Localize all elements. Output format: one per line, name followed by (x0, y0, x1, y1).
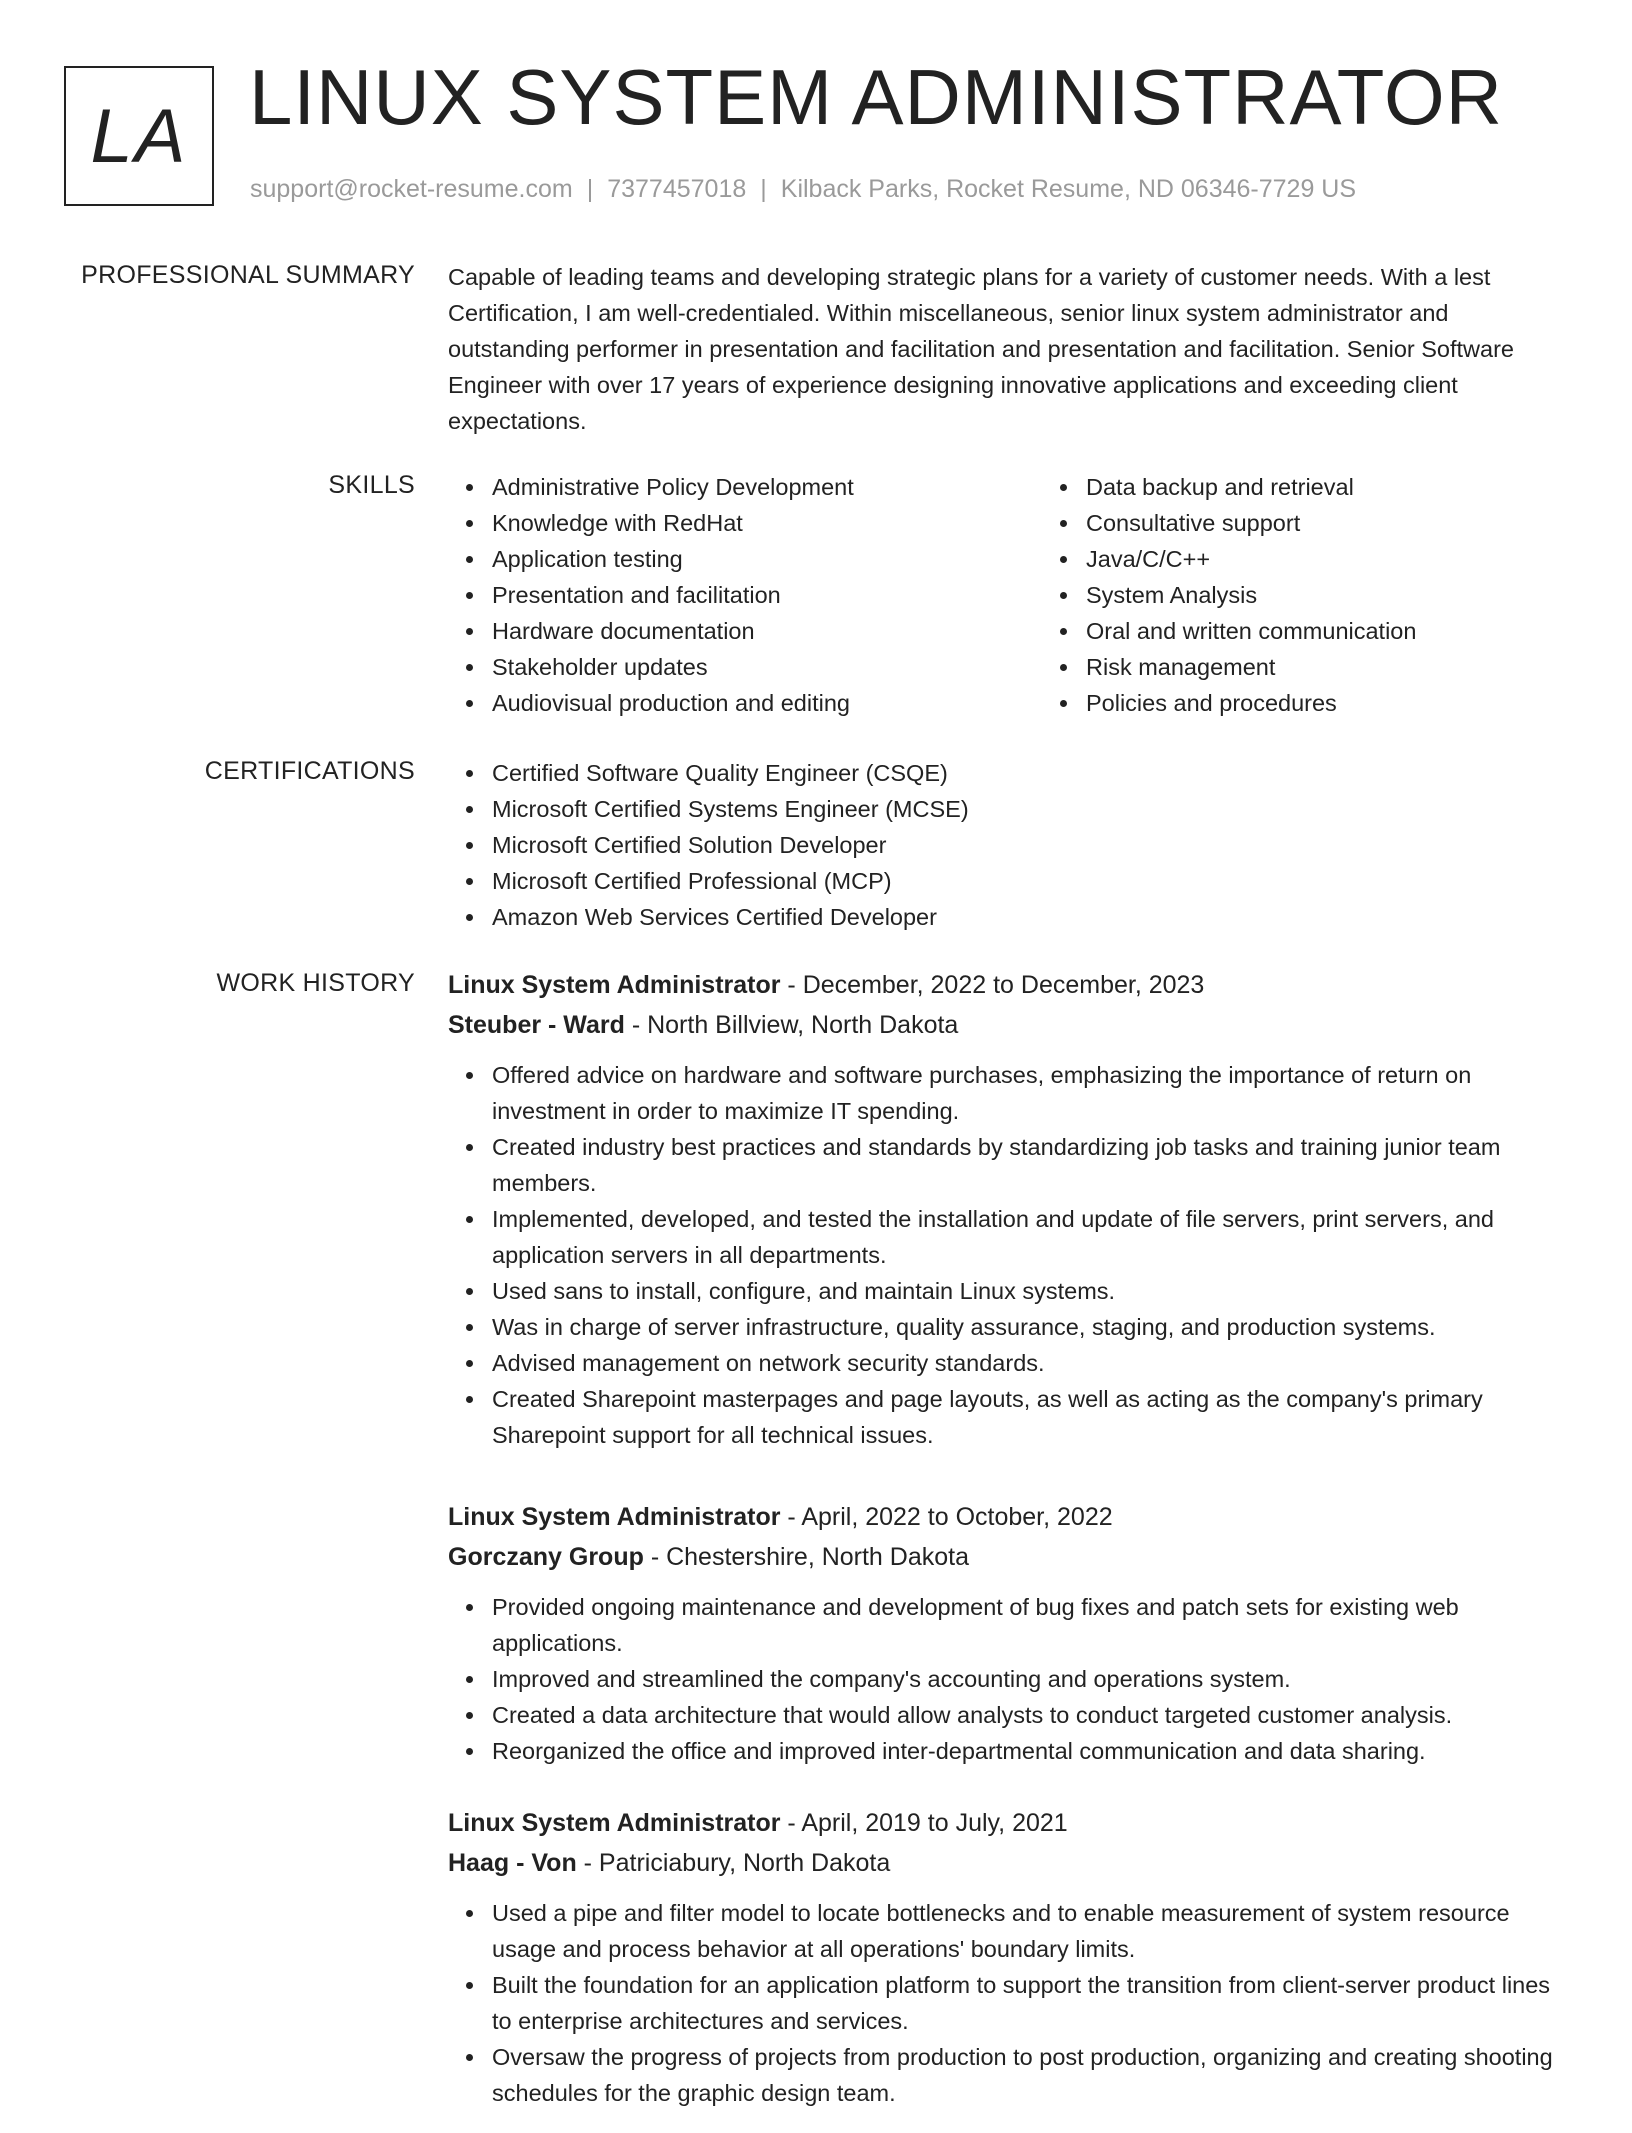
job-bullet: Built the foundation for an application platform to support the transition from client-server product lines to enterprise architectures and services. (492, 1967, 1568, 2039)
job-bullet: Implemented, developed, and tested the installation and update of file servers, print servers, and application servers in all departments. (492, 1201, 1568, 1273)
section-label-certifications: CERTIFICATIONS (204, 757, 415, 785)
monogram-initials: LA (90, 93, 188, 179)
job-entry (448, 965, 1568, 1453)
contact-separator: | (586, 175, 594, 203)
job-bullet: Used sans to install, configure, and maintain Linux systems. (492, 1273, 1568, 1309)
contact-separator: | (760, 175, 767, 203)
skill-item: Presentation and facilitation (492, 577, 1042, 613)
certification-item: Microsoft Certified Professional (MCP) (492, 863, 1568, 899)
job-company-line (448, 1005, 1568, 1045)
skill-item: Consultative support (1086, 505, 1416, 541)
certification-item: Microsoft Certified Systems Engineer (MCSE) (492, 791, 1568, 827)
contact-phone[interactable]: 7377457018 (607, 175, 747, 203)
contact-address: Kilback Parks, Rocket Resume, ND 06346-7729 US (780, 175, 1357, 203)
job-bullet: Used a pipe and filter model to locate bottlenecks and to enable measurement of system resource usage and process behavior at all operations' boundary limits. (492, 1895, 1568, 1967)
job-location: - North Billview, North Dakota (624, 1011, 959, 1039)
job-title: Linux System Administrator (448, 1503, 781, 1531)
job-bullet: Oversaw the progress of projects from production to post production, organizing and creating shooting schedules for the graphic design team. (492, 2039, 1568, 2111)
job-bullet: Improved and streamlined the company's accounting and operations system. (492, 1661, 1568, 1697)
job-dates: - April, 2019 to July, 2021 (780, 1809, 1068, 1837)
job-bullet: Reorganized the office and improved inter-departmental communication and data sharing. (492, 1733, 1568, 1769)
certification-item: Amazon Web Services Certified Developer (492, 899, 1568, 935)
job-bullet: Provided ongoing maintenance and development of bug fixes and patch sets for existing web applications. (492, 1589, 1568, 1661)
job-title: Linux System Administrator (448, 971, 781, 999)
job-bullet: Was in charge of server infrastructure, quality assurance, staging, and production systems. (492, 1309, 1568, 1345)
job-dates: - April, 2022 to October, 2022 (780, 1503, 1113, 1531)
job-bullets (448, 1057, 1568, 1453)
job-company-line (448, 1537, 1568, 1577)
job-bullets (448, 1589, 1568, 1769)
contact-line (250, 175, 1356, 204)
job-bullet: Advised management on network security standards. (492, 1345, 1568, 1381)
skill-item: Risk management (1086, 649, 1416, 685)
skill-item: Stakeholder updates (492, 649, 1042, 685)
certifications-list (448, 755, 1568, 935)
job-company: Haag - Von (448, 1849, 577, 1877)
job-bullet: Created industry best practices and standards by standardizing job tasks and training junior team members. (492, 1129, 1568, 1201)
job-company-line (448, 1843, 1568, 1883)
resume-title: LINUX SYSTEM ADMINISTRATOR (249, 53, 1503, 141)
skill-item: Policies and procedures (1086, 685, 1416, 721)
contact-email[interactable]: support@rocket-resume.com (250, 175, 573, 203)
skills-list-right (1042, 469, 1416, 721)
skill-item: Java/C/C++ (1086, 541, 1416, 577)
job-dates: - December, 2022 to December, 2023 (780, 971, 1205, 999)
job-entry (448, 1803, 1568, 2111)
summary-text: Capable of leading teams and developing strategic plans for a variety of customer needs. With a lest Certification, I am well-credentialed. Within miscellaneous, senior linux system administrator and outstanding performer in presentation and facilitation and presentation and facilitation. Senior Software Engineer with over 17 years of experience designing innovative applications and exceeding client expectations. (448, 264, 1514, 434)
job-bullet: Created Sharepoint masterpages and page layouts, as well as acting as the company's primary Sharepoint support for all technical issues. (492, 1381, 1568, 1453)
job-company: Steuber - Ward (448, 1011, 625, 1039)
skill-item: Oral and written communication (1086, 613, 1416, 649)
section-label-work-history: WORK HISTORY (216, 969, 415, 997)
skill-item: Administrative Policy Development (492, 469, 1042, 505)
section-label-skills: SKILLS (328, 471, 415, 499)
job-company: Gorczany Group (448, 1543, 644, 1571)
monogram-logo (64, 66, 214, 206)
skill-item: Knowledge with RedHat (492, 505, 1042, 541)
skill-item: Application testing (492, 541, 1042, 577)
certification-item: Microsoft Certified Solution Developer (492, 827, 1568, 863)
job-title: Linux System Administrator (448, 1809, 781, 1837)
job-location: - Chestershire, North Dakota (643, 1543, 969, 1571)
job-entry (448, 1497, 1568, 1769)
certification-item: Certified Software Quality Engineer (CSQE) (492, 755, 1568, 791)
job-bullet: Created a data architecture that would allow analysts to conduct targeted customer analysis. (492, 1697, 1568, 1733)
job-location: - Patriciabury, North Dakota (576, 1849, 891, 1877)
section-label-summary: PROFESSIONAL SUMMARY (81, 261, 415, 289)
job-title-line (448, 1497, 1568, 1537)
job-title-line (448, 1803, 1568, 1843)
skill-item: Hardware documentation (492, 613, 1042, 649)
skill-item: Data backup and retrieval (1086, 469, 1416, 505)
skills-list-left (448, 469, 1042, 721)
skill-item: Audiovisual production and editing (492, 685, 1042, 721)
job-bullet: Offered advice on hardware and software purchases, emphasizing the importance of return on investment in order to maximize IT spending. (492, 1057, 1568, 1129)
job-bullets (448, 1895, 1568, 2111)
skill-item: System Analysis (1086, 577, 1416, 613)
job-title-line (448, 965, 1568, 1005)
